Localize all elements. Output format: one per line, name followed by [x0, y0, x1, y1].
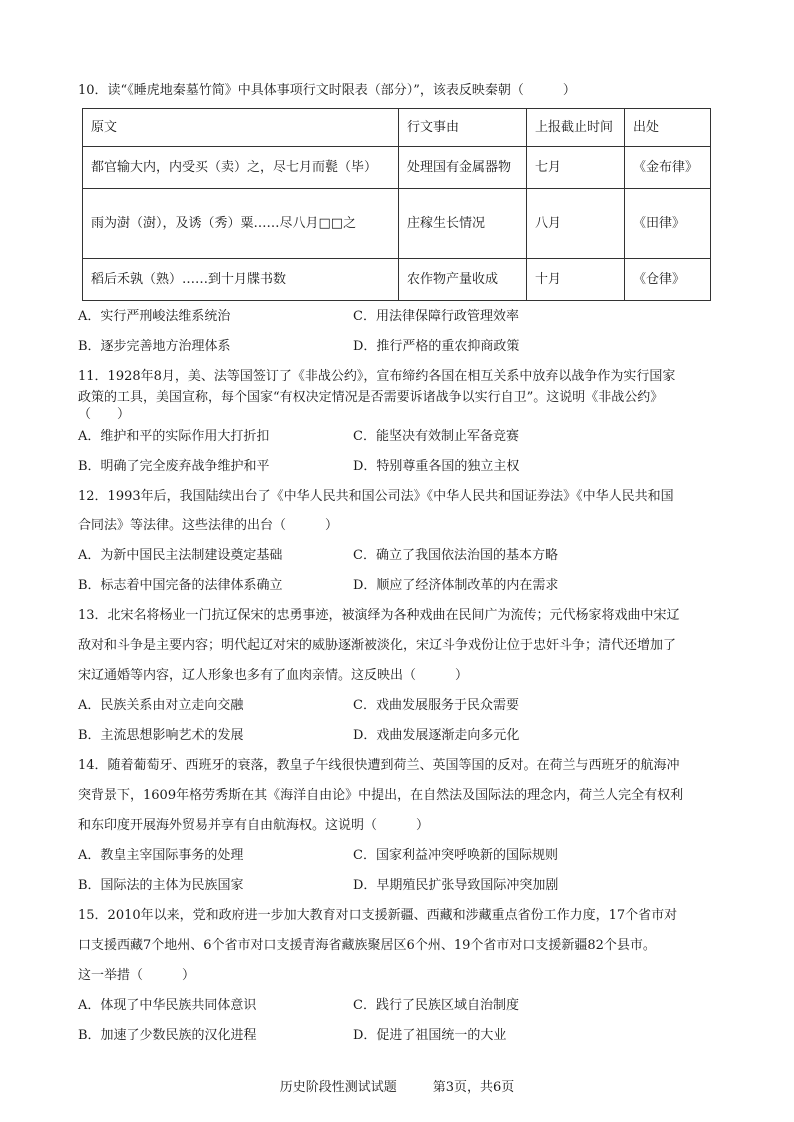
- q12-option-d[interactable]: D．顺应了经济体制改革的内在需求: [353, 578, 559, 593]
- q13-stem-line2: 敌对和斗争是主要内容；明代起辽对宋的威胁逐渐被淡化，宋辽斗争戏份让位于忠奸斗争；清代还增加了: [78, 638, 677, 653]
- q10-option-a[interactable]: A．实行严刑峻法维系统治: [78, 309, 231, 324]
- q10-option-d[interactable]: D．推行严格的重农抑商政策: [353, 339, 520, 354]
- q10-cell-original: 都官输大内，内受买（卖）之，尽七月而甏（毕）: [83, 147, 399, 189]
- q10-cell-deadline: 八月: [527, 189, 625, 259]
- q15-option-a[interactable]: A．体现了中华民族共同体意识: [78, 998, 257, 1013]
- q14-option-b[interactable]: B．国际法的主体为民族国家: [78, 878, 244, 893]
- q10-table-row: [83, 189, 711, 259]
- q11-option-a[interactable]: A．维护和平的实际作用大打折扣: [78, 429, 270, 444]
- q10-cell-deadline: 十月: [527, 259, 625, 301]
- q10-table-row: [83, 259, 711, 301]
- q15-option-c[interactable]: C．践行了民族区域自治制度: [353, 998, 519, 1013]
- q10-header-source: 出处: [625, 109, 711, 147]
- q10-table: [82, 108, 711, 301]
- q10-option-c[interactable]: C．用法律保障行政管理效率: [353, 309, 519, 324]
- q15-option-b[interactable]: B．加速了少数民族的汉化进程: [78, 1028, 257, 1043]
- q10-cell-source: 《金布律》: [625, 147, 711, 189]
- q14-option-d[interactable]: D．早期殖民扩张导致国际冲突加剧: [353, 878, 559, 893]
- q10-cell-deadline: 七月: [527, 147, 625, 189]
- q13-stem-line1: 13．北宋名将杨业一门抗辽保宋的忠勇事迹，被演绎为各种戏曲在民间广为流传；元代杨家将戏曲中宋辽: [78, 608, 680, 623]
- q11-stem-line1: 11．1928年8月，美、法等国签订了《非战公约》，宣布缔约各国在相互关系中放弃以战争作为实行国家: [78, 369, 676, 384]
- q12-stem-line2: 合同法》等法律。这些法律的出台（ ）: [78, 518, 339, 533]
- q10-option-b[interactable]: B．逐步完善地方治理体系: [78, 339, 231, 354]
- q10-cell-reason: 庄稼生长情况: [399, 189, 527, 259]
- q14-stem-line2: 突背景下，1609年格劳秀斯在其《海洋自由论》中提出，在自然法及国际法的理念内，荷兰人完全有权利: [78, 788, 684, 803]
- q10-cell-original: 雨为澍（澍），及诱（秀）粟……尽八月□□之: [83, 189, 399, 259]
- q15-option-d[interactable]: D．促进了祖国统一的大业: [353, 1028, 507, 1043]
- q10-stem: 10．读“《睡虎地秦墓竹简》中具体事项行文时限表（部分）”，该表反映秦朝（ ）: [78, 83, 576, 98]
- q13-option-d[interactable]: D．戏曲发展逐渐走向多元化: [353, 728, 520, 743]
- q13-option-c[interactable]: C．戏曲发展服务于民众需要: [353, 698, 519, 713]
- q14-option-c[interactable]: C．国家利益冲突呼唤新的国际规则: [353, 848, 558, 863]
- q10-header-original: 原文: [83, 109, 399, 147]
- q10-header-reason: 行文事由: [399, 109, 527, 147]
- q13-option-a[interactable]: A．民族关系由对立走向交融: [78, 698, 244, 713]
- q15-stem-line2: 口支援西藏7个地州、6个省市对口支援青海省藏族聚居区6个州、19个省市对口支援新疆82个县市。: [78, 938, 656, 953]
- q12-option-c[interactable]: C．确立了我国依法治国的基本方略: [353, 548, 558, 563]
- q11-option-c[interactable]: C．能坚决有效制止军备竞赛: [353, 429, 519, 444]
- q11-option-b[interactable]: B．明确了完全废弃战争维护和平: [78, 459, 270, 474]
- footer-page-number: 第3页，共6页: [432, 1080, 515, 1095]
- footer-exam-title: 历史阶段性测试试题: [279, 1080, 397, 1095]
- q11-stem-line3: （ ）: [78, 407, 131, 422]
- q13-stem-line3: 宋辽通婚等内容，辽人形象也多有了血肉亲情。这反映出（ ）: [78, 668, 469, 683]
- q11-stem-line2: 政策的工具，美国宣称，每个国家“有权决定情况是否需要诉诸战争以实行自卫”。这说明《非战公约》: [78, 390, 664, 405]
- q15-stem-line1: 15．2010年以来，党和政府进一步加大教育对口支援新疆、西藏和涉藏重点省份工作力度，17个省市对: [78, 908, 678, 923]
- q10-table-header-row: [83, 109, 711, 147]
- q14-option-a[interactable]: A．教皇主宰国际事务的处理: [78, 848, 244, 863]
- q10-header-deadline: 上报截止时间: [527, 109, 625, 147]
- q15-stem-line3: 这一举措（ ）: [78, 968, 196, 983]
- q10-cell-original: 稻后禾孰（熟）……到十月牒书数: [83, 259, 399, 301]
- q10-cell-reason: 处理国有金属器物: [399, 147, 527, 189]
- q10-cell-source: 《田律》: [625, 189, 711, 259]
- q14-stem-line3: 和东印度开展海外贸易并享有自由航海权。这说明（ ）: [78, 818, 430, 833]
- q10-table-row: [83, 147, 711, 189]
- page-footer: [0, 1076, 794, 1095]
- q10-cell-source: 《仓律》: [625, 259, 711, 301]
- q12-option-b[interactable]: B．标志着中国完备的法律体系确立: [78, 578, 283, 593]
- q10-cell-reason: 农作物产量收成: [399, 259, 527, 301]
- q11-option-d[interactable]: D．特别尊重各国的独立主权: [353, 459, 520, 474]
- q13-option-b[interactable]: B．主流思想影响艺术的发展: [78, 728, 244, 743]
- q12-stem-line1: 12．1993年后，我国陆续出台了《中华人民共和国公司法》《中华人民共和国证券法》《中华人民共和国: [78, 489, 674, 504]
- q12-option-a[interactable]: A．为新中国民主法制建设奠定基础: [78, 548, 283, 563]
- q14-stem-line1: 14．随着葡萄牙、西班牙的衰落，教皇子午线很快遭到荷兰、英国等国的反对。在荷兰与西班牙的航海冲: [78, 758, 680, 773]
